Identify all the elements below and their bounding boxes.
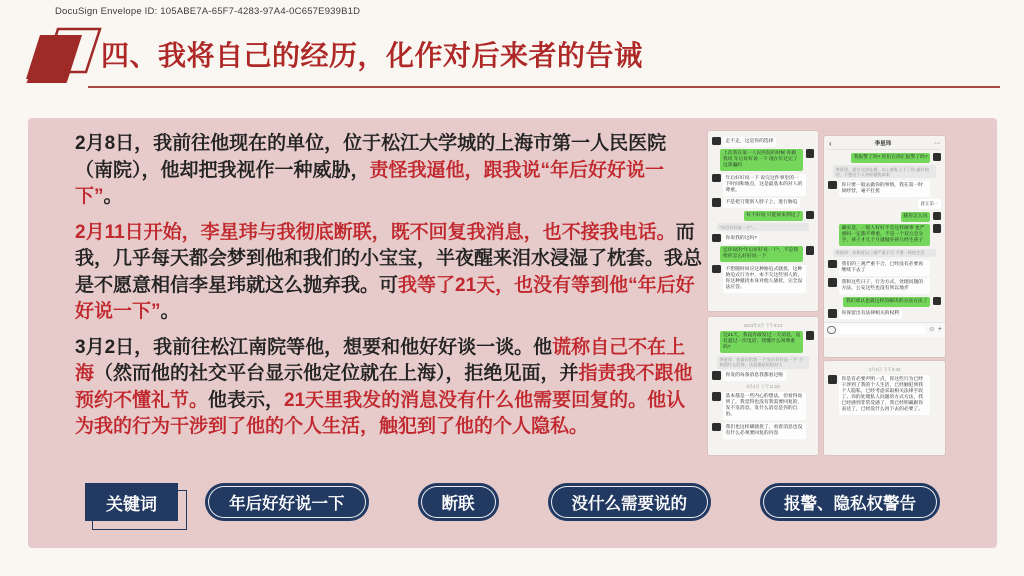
avatar [828, 309, 837, 318]
chat-message-row [712, 371, 814, 381]
chat-message-row [712, 392, 814, 420]
avatar [933, 153, 942, 162]
chat-header-bar [828, 139, 941, 150]
chat-input-bar [824, 322, 945, 337]
chat-note: 李星玮：你最好给我一下“年后好好说一下” 不知道什么回答，这是最起码的对人 [717, 356, 809, 369]
body-text-segment: 他表示， [208, 389, 285, 411]
avatar [712, 234, 721, 243]
body-paragraph-2 [75, 220, 703, 326]
keyword-pill-label: 年后好好说一下 [229, 495, 345, 513]
chat-screenshot-left-bottom [708, 317, 818, 455]
chat-screenshot-right-top [824, 136, 945, 357]
chat-message-row [828, 153, 941, 163]
keyword-pill-label: 报警、隐私权警告 [784, 495, 916, 513]
body-text-segment: 指责我不跟他预约不懂礼节。 [75, 363, 693, 411]
chat-message-row [712, 423, 814, 439]
body-paragraph-1 [75, 131, 703, 211]
avatar [806, 149, 815, 158]
chat-bubble-left: 你只要一般去做你的事情，我在第一时间经营，毫不打扰 [839, 181, 930, 197]
keyword-pill-row [205, 483, 940, 521]
avatar [712, 198, 721, 207]
chat-message-row [712, 198, 814, 208]
chat-bubble-right: 上次我在第一人民医院的时候 你跟我说 年后好好说一下 现在年过完了 这算骗吗 [720, 149, 803, 171]
voice-icon [827, 326, 836, 335]
chat-note: 李星玮：你和对以三观严重不合 不要一样的生活 [833, 249, 936, 257]
body-text-segment: 2月8日，我前往他现在的单位，位于松江大学城的上海市第一人民医院（南院），他却把我视作一种威胁， [75, 133, 667, 181]
chat-bubble-right: 好不好说 只能说来到这了 [744, 211, 803, 221]
chat-contact-name: 李星玮 [874, 141, 892, 147]
chat-screenshot-right-bottom [824, 361, 945, 455]
keyword-label-box [85, 483, 178, 521]
keyword-pill-1 [205, 483, 369, 521]
avatar [806, 246, 815, 255]
avatar [828, 181, 837, 190]
chat-bubble-left: 基本都是一些内心的想法，但看得说到了，我觉得也没有我需要回复的，发不发消息，发什么消息是你的自由。 [723, 392, 806, 420]
avatar [806, 331, 815, 340]
avatar [828, 278, 837, 287]
chat-bubble-left: 你说我的这吗? [723, 234, 759, 244]
chat-bubble-left: 年后好好说一下 说完这件事里的一下时间和地点，这是最基本的对人的尊重。 [723, 174, 806, 196]
chat-bubble-right: 我报警了吗? 你们在徐汇报警了吗? [851, 153, 930, 163]
body-text-segment: 谎称自己不在上海 [75, 336, 686, 384]
book-icon [24, 26, 104, 91]
avatar [712, 392, 721, 401]
body-text-segment: 2月11日开始，李星玮与我彻底断联，既不回复我消息，也不接我电话。 [75, 221, 676, 243]
chat-message-row [712, 246, 814, 262]
avatar [712, 371, 721, 380]
avatar [828, 375, 837, 384]
avatar [933, 297, 942, 306]
keyword-pill-label: 没什么需要说的 [571, 495, 687, 513]
chat-message-row [712, 211, 814, 221]
avatar [933, 224, 942, 233]
chat-bubble-left: 不是把刀架别人脖子上，进行胁迫 [723, 198, 800, 208]
body-text-segment: 而我，几乎每天都会梦到他和我们的小宝宝，半夜醒来泪水浸湿了枕套。我总是不愿意相信李星玮就这么抛弃我。可 [75, 221, 703, 296]
emoji-icon: ☺ [928, 326, 936, 334]
chat-bubble-left: 你是有必要声明一点，你这些行为已经干涉到了我的个人生活，已经触犯到我个人隐私，已经考虑采取相关法律手段了。你的处理私人问题的方式方法，我已经感到非常反感了，我已经明确跟你表达了，已经没什么再下去的必要了。 [839, 375, 930, 415]
body-text-segment: 21天里我发的消息没有什么他需要回复的。他认为我的行为干涉到了他的个人生活，触犯到了他的个人隐私。 [75, 389, 686, 437]
chat-message-row [828, 375, 941, 415]
keyword-pill-3 [548, 483, 712, 521]
chat-time: 3月2日 下午2:33 [868, 367, 901, 372]
chat-bubble-right: 我们承认也就这样的解决的方法方法了 [843, 297, 930, 307]
chat-message-row [712, 174, 814, 196]
chat-message-row [712, 331, 814, 353]
keyword-pill-label: 断联 [441, 495, 475, 513]
body-text-segment: 责怪我逼他，跟我说“年后好好说一下” [75, 159, 665, 207]
title-divider [88, 86, 1000, 88]
avatar [712, 137, 721, 146]
keyword-pill-4 [760, 483, 940, 521]
chat-bubble-left: 我们也这样刷骚扰了，看着消息也没有什么必须要回复的内容 [723, 423, 806, 439]
avatar [712, 423, 721, 432]
chat-message-row [828, 181, 941, 197]
chat-bubble-right: 还你说的“年后好好说一下”，不是我给你怎么好好说一下 [720, 246, 803, 262]
chat-message-row [712, 149, 814, 171]
avatar [806, 211, 815, 220]
chat-bubble-right: 这21天，我没有敢发过一天消息，没有超过一次电话，我懂什么叫尊重吗? [720, 331, 803, 353]
body-text-segment: 。 [160, 301, 180, 322]
chat-message-row [828, 224, 941, 246]
chat-time: 2023年2月 下午9:12 [743, 323, 783, 328]
chat-bubble-left: 我和这些日子，行为方式，处理问题的方法，公安这些也没有到以地步 [839, 278, 930, 294]
body-text-segment: （然而他的社交平台显示他定位就在上海），拒绝见面，并 [94, 363, 579, 384]
docusign-envelope-id: DocuSign Envelope ID: 105ABE7A-65F7-4283-97A4-0C657E939B1D [55, 6, 361, 17]
back-icon: ‹ [829, 138, 832, 148]
chat-text-field [838, 326, 926, 334]
chat-screenshot-left-top [708, 131, 818, 311]
chat-quote-bubble: 就在第一 [918, 199, 941, 209]
body-text [75, 131, 703, 450]
chat-message-row [828, 260, 941, 276]
body-text-segment: 我等了21天，也没有等到他“年后好好说一下” [75, 274, 695, 322]
keyword-label: 关键词 [106, 494, 157, 514]
chat-bubble-left: 不想随时回应这种胁迫式骚扰，这种胁迫式行为中，本不欠这些别人的，你这种骚扰本身对他人骚扰，完全没法应答。 [723, 265, 806, 293]
body-text-segment: 。 [103, 186, 123, 207]
chat-bubble-right: 确实是，一般人好好不会这样做事 也严重吗一定都不尊重，不是一个双方会分手，孩子才几个月就抛弃孩儿经生孩子 [839, 224, 930, 246]
chat-message-row [828, 309, 941, 319]
chat-message-row [712, 234, 814, 244]
body-text-segment: 3月2日，我前往松江南院等他，想要和他好好谈一谈。他 [75, 336, 553, 358]
avatar [712, 174, 721, 183]
chat-message-row [828, 212, 941, 222]
chat-message-row [828, 297, 941, 307]
chat-message-row [828, 199, 941, 209]
keyword-pill-2 [418, 483, 499, 521]
chat-note: “年后好好说一下”… [717, 223, 809, 231]
chat-bubble-right: 随你怎么说 [901, 212, 930, 222]
chat-note: 李星玮，最好交涉处理，以上都私上不了你 最好的话，不想这个人对你骚扰本来 [833, 165, 936, 178]
chat-message-row [828, 278, 941, 294]
avatar [933, 212, 942, 221]
chat-bubble-left: 你发的每条消息我都看过啦 [723, 371, 786, 381]
plus-icon: + [937, 326, 942, 334]
chat-bubble-left: 走不走，这是你的选择 [723, 137, 776, 147]
chat-message-row [712, 265, 814, 293]
body-paragraph-3 [75, 335, 703, 441]
more-icon: ⋯ [934, 140, 940, 147]
chat-bubble-left: 你保留出有法律相关的权利 [839, 309, 902, 319]
avatar [712, 265, 721, 274]
slide-title: 四、我将自己的经历，化作对后来者的告诫 [101, 40, 643, 71]
avatar [828, 260, 837, 269]
chat-message-row [712, 137, 814, 147]
chat-bubble-left: 我们的三观严重不合，已经没有必要再继续下去了 [839, 260, 930, 276]
chat-time: 3月2日 上午11:02 [746, 384, 780, 390]
